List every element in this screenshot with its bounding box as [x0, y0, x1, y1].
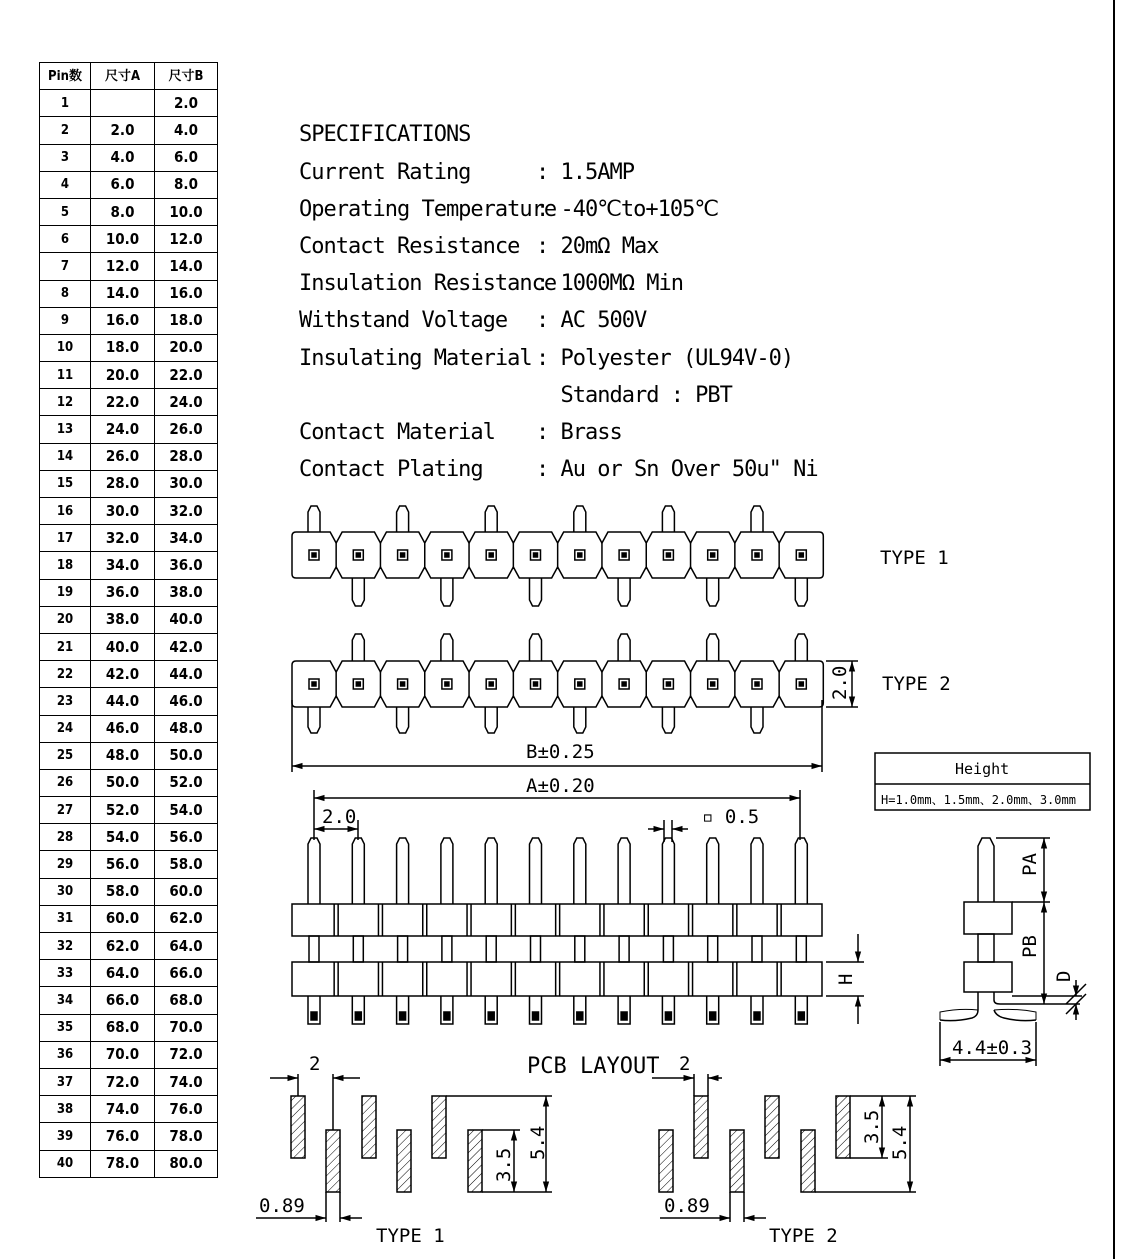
pin-count-cell: 5	[40, 198, 91, 225]
pcb-pad	[694, 1096, 708, 1158]
pin-count-cell: 34	[40, 987, 91, 1014]
pcb-type1-label: TYPE 1	[376, 1225, 445, 1247]
dim-pb-label: PB	[1019, 935, 1041, 958]
spec-label: Operating Temperature	[299, 197, 557, 222]
pin-count-cell: 15	[40, 470, 91, 497]
pin-square-center	[578, 682, 582, 686]
dimension-a-cell: 50.0	[91, 769, 155, 796]
spec-value: : 20mΩ Max	[536, 234, 659, 259]
dimension-b-cell: 58.0	[155, 851, 218, 878]
pin-count-cell: 29	[40, 851, 91, 878]
pin-tail	[352, 578, 364, 606]
header-pin-count: Pin数	[40, 63, 91, 90]
housing-block	[292, 904, 822, 936]
pin-count-cell: 28	[40, 824, 91, 851]
pin-square-center	[666, 682, 670, 686]
dimension-a-cell: 8.0	[91, 198, 155, 225]
spec-value: : Polyester (UL94V-0)	[536, 346, 794, 371]
pin-tail	[751, 838, 763, 904]
dimension-a-cell: 30.0	[91, 498, 155, 525]
pcb-title: PCB LAYOUT	[527, 1054, 660, 1079]
pin-tip	[798, 1012, 804, 1020]
pin-tail	[662, 707, 674, 733]
dimension-a-cell: 14.0	[91, 280, 155, 307]
pin-tail	[441, 838, 453, 904]
spec-value: : -40℃to+105℃	[536, 197, 719, 222]
dimension-b-cell: 40.0	[155, 606, 218, 633]
dimension-b-cell: 20.0	[155, 334, 218, 361]
pin-tip	[311, 1012, 317, 1020]
pin-tail	[618, 838, 630, 904]
dimension-b-cell: 36.0	[155, 552, 218, 579]
type2-label: TYPE 2	[882, 673, 951, 695]
spec-value: : Au or Sn Over 50u" Ni	[536, 457, 818, 482]
pin-count-cell: 7	[40, 253, 91, 280]
dimension-b-cell: 46.0	[155, 688, 218, 715]
pin-tail	[618, 634, 630, 661]
pin-square-center	[711, 553, 715, 557]
pin-tip	[355, 1012, 361, 1020]
dimension-a-cell: 74.0	[91, 1096, 155, 1123]
pin-count-cell: 35	[40, 1014, 91, 1041]
pin-tail	[308, 506, 320, 532]
pcb-pad	[326, 1130, 340, 1192]
dimension-b-cell: 14.0	[155, 253, 218, 280]
pin-tail	[751, 707, 763, 733]
height-title: Height	[955, 760, 1010, 778]
height-values: H=1.0mm、1.5mm、2.0mm、3.0mm	[881, 793, 1076, 807]
pin-tail	[441, 634, 453, 661]
pin-tail	[795, 838, 807, 904]
pin-between	[309, 936, 319, 962]
side-housing-top	[964, 902, 1012, 934]
pcb-pad	[765, 1096, 779, 1158]
pin-tail	[707, 634, 719, 661]
dimension-b-cell: 8.0	[155, 171, 218, 198]
pin-tail	[485, 707, 497, 733]
pin-count-cell: 2	[40, 117, 91, 144]
dimension-b-cell: 64.0	[155, 933, 218, 960]
pin-square-center	[401, 553, 405, 557]
dimension-a-cell: 4.0	[91, 144, 155, 171]
pin-tail	[352, 838, 364, 904]
pin-tail	[530, 634, 542, 661]
pin-between	[796, 936, 806, 962]
dimension-a-cell: 68.0	[91, 1014, 155, 1041]
dimension-a-cell: 72.0	[91, 1068, 155, 1095]
pin-tail	[397, 838, 409, 904]
pcb-pad	[659, 1130, 673, 1192]
pin-tip	[710, 1012, 716, 1020]
pin-square-center	[312, 682, 316, 686]
type1-top-view	[292, 506, 823, 606]
pin-tail	[574, 707, 586, 733]
dimension-a-cell: 18.0	[91, 334, 155, 361]
dimension-b-cell: 12.0	[155, 226, 218, 253]
dimension-a-cell: 42.0	[91, 661, 155, 688]
dimension-a-cell: 34.0	[91, 552, 155, 579]
dimension-a-cell: 60.0	[91, 905, 155, 932]
pin-count-cell: 20	[40, 606, 91, 633]
pin-count-cell: 40	[40, 1150, 91, 1177]
dimension-b-cell: 2.0	[155, 90, 218, 117]
spec-label: Contact Resistance	[299, 234, 520, 259]
pin-count-cell: 32	[40, 933, 91, 960]
pcb-pad	[362, 1096, 376, 1158]
dim-width-label: 4.4±0.3	[952, 1037, 1033, 1059]
pin-tail	[397, 506, 409, 532]
pin-tail	[397, 707, 409, 733]
pin-square-center	[666, 553, 670, 557]
pin-count-cell: 26	[40, 769, 91, 796]
dimension-b-cell: 30.0	[155, 470, 218, 497]
dimension-a-cell: 2.0	[91, 117, 155, 144]
pin-count-cell: 12	[40, 389, 91, 416]
dimension-b-cell: 10.0	[155, 198, 218, 225]
pcb2-pitch-label: 2	[679, 1053, 691, 1075]
pcb2-dim-3-5: 3.5	[861, 1109, 883, 1144]
pcb1-pitch-label: 2	[309, 1053, 321, 1075]
pin-count-cell: 37	[40, 1068, 91, 1095]
side-pin-top	[978, 838, 994, 902]
dimension-b-cell: 44.0	[155, 661, 218, 688]
spec-label: Insulation Resistance	[299, 271, 557, 296]
dimension-b-cell: 6.0	[155, 144, 218, 171]
spec-label: Current Rating	[299, 160, 471, 185]
dimension-b-cell: 56.0	[155, 824, 218, 851]
pin-square-center	[356, 682, 360, 686]
pin-count-cell: 1	[40, 90, 91, 117]
spec-label: Contact Material	[299, 420, 495, 445]
dimension-b-cell: 66.0	[155, 960, 218, 987]
dimension-b-cell: 54.0	[155, 797, 218, 824]
pin-count-cell: 18	[40, 552, 91, 579]
pin-square-center	[401, 682, 405, 686]
pin-count-cell: 36	[40, 1041, 91, 1068]
dimension-a-cell: 52.0	[91, 797, 155, 824]
pin-count-cell: 10	[40, 334, 91, 361]
dimension-b-cell: 24.0	[155, 389, 218, 416]
front-view	[292, 790, 864, 1024]
dim-pa-label: PA	[1019, 853, 1041, 876]
pcb-pad	[397, 1130, 411, 1192]
dimension-a-cell: 48.0	[91, 742, 155, 769]
dimension-a-cell: 10.0	[91, 226, 155, 253]
dimension-a-cell: 36.0	[91, 579, 155, 606]
pin-square-center	[489, 682, 493, 686]
spec-label: Contact Plating	[299, 457, 483, 482]
pin-count-cell: 9	[40, 307, 91, 334]
dimension-b-cell: 34.0	[155, 525, 218, 552]
header-dimension-b: 尺寸B	[155, 63, 218, 90]
dimension-b-cell: 26.0	[155, 416, 218, 443]
pin-count-cell: 22	[40, 661, 91, 688]
spec-label: Withstand Voltage	[299, 308, 508, 333]
dimension-a-cell: 40.0	[91, 633, 155, 660]
dim-square-label: ▫ 0.5	[702, 806, 760, 828]
pin-tip	[577, 1012, 583, 1020]
pin-count-cell: 3	[40, 144, 91, 171]
pin-square-center	[755, 682, 759, 686]
pin-count-cell: 23	[40, 688, 91, 715]
dimension-b-cell: 4.0	[155, 117, 218, 144]
type1-label: TYPE 1	[880, 547, 949, 569]
dimension-a-cell: 20.0	[91, 362, 155, 389]
pin-square-center	[799, 553, 803, 557]
dim-a-label: A±0.20	[526, 775, 595, 797]
dimension-b-cell: 80.0	[155, 1150, 218, 1177]
pin-tail	[662, 838, 674, 904]
spec-label: Insulating Material	[299, 346, 532, 371]
pin-tail	[485, 838, 497, 904]
dimension-a-cell: 78.0	[91, 1150, 155, 1177]
pin-count-cell: 31	[40, 905, 91, 932]
pin-tail	[707, 838, 719, 904]
pin-square-center	[356, 553, 360, 557]
pcb-type2-label: TYPE 2	[769, 1225, 838, 1247]
dim-h-label: H	[835, 973, 857, 985]
dimension-b-cell: 78.0	[155, 1123, 218, 1150]
pin-square-center	[534, 682, 538, 686]
spec-value: : 1000MΩ Min	[536, 271, 683, 296]
pin-square-center	[445, 553, 449, 557]
pin-count-cell: 33	[40, 960, 91, 987]
dimension-a-cell: 56.0	[91, 851, 155, 878]
dimension-a-cell: 26.0	[91, 443, 155, 470]
dimension-a-cell: 46.0	[91, 715, 155, 742]
dim-d-label: D	[1053, 970, 1075, 982]
pin-tail	[795, 578, 807, 606]
pin-between	[663, 936, 673, 962]
pin-tail	[707, 578, 719, 606]
dimension-a-cell: 54.0	[91, 824, 155, 851]
pin-square-center	[578, 553, 582, 557]
pin-tip	[533, 1012, 539, 1020]
pcb-pad	[291, 1096, 305, 1158]
pin-tip	[444, 1012, 450, 1020]
pin-between	[353, 936, 363, 962]
dimension-b-cell: 76.0	[155, 1096, 218, 1123]
pin-square-center	[445, 682, 449, 686]
pcb-layout	[256, 1074, 916, 1222]
pin-between	[708, 936, 718, 962]
dimension-b-cell: 16.0	[155, 280, 218, 307]
pin-count-cell: 11	[40, 362, 91, 389]
pin-tail	[441, 578, 453, 606]
dimension-b-cell: 74.0	[155, 1068, 218, 1095]
dimension-a-cell: 58.0	[91, 878, 155, 905]
specs-title: SPECIFICATIONS	[299, 122, 471, 147]
pin-count-cell: 30	[40, 878, 91, 905]
pin-count-cell: 8	[40, 280, 91, 307]
pin-between	[442, 936, 452, 962]
dimension-a-cell: 28.0	[91, 470, 155, 497]
dimension-b-cell: 42.0	[155, 633, 218, 660]
dimension-b-cell: 18.0	[155, 307, 218, 334]
pin-tail	[662, 506, 674, 532]
pcb1-dim-3-5: 3.5	[493, 1147, 515, 1182]
pin-count-cell: 39	[40, 1123, 91, 1150]
pin-tail	[485, 506, 497, 532]
pcb-pad	[801, 1130, 815, 1192]
pin-count-cell: 27	[40, 797, 91, 824]
pin-count-cell: 13	[40, 416, 91, 443]
pin-tail	[574, 506, 586, 532]
pin-square-center	[799, 682, 803, 686]
pin-count-cell: 19	[40, 579, 91, 606]
pin-between	[752, 936, 762, 962]
dimension-b-cell: 22.0	[155, 362, 218, 389]
dim-pitch-label: 2.0	[322, 806, 357, 828]
dimension-a-cell: 22.0	[91, 389, 155, 416]
pin-tip	[621, 1012, 627, 1020]
pin-tip	[400, 1012, 406, 1020]
pin-tail	[574, 838, 586, 904]
pin-count-cell: 38	[40, 1096, 91, 1123]
dimension-b-cell: 50.0	[155, 742, 218, 769]
pin-count-cell: 24	[40, 715, 91, 742]
pin-count-cell: 14	[40, 443, 91, 470]
pin-between	[486, 936, 496, 962]
dimension-b-cell: 70.0	[155, 1014, 218, 1041]
dimension-a-cell: 62.0	[91, 933, 155, 960]
dimension-a-cell: 76.0	[91, 1123, 155, 1150]
spec-value: : Brass	[536, 420, 622, 445]
dimension-b-cell: 48.0	[155, 715, 218, 742]
pcb-pad	[836, 1096, 850, 1158]
dimension-b-cell: 28.0	[155, 443, 218, 470]
dimension-b-cell: 62.0	[155, 905, 218, 932]
pin-tip	[488, 1012, 494, 1020]
dimension-a-cell: 16.0	[91, 307, 155, 334]
pin-count-cell: 17	[40, 525, 91, 552]
dim-b-label: B±0.25	[526, 741, 595, 763]
dimension-b-cell: 32.0	[155, 498, 218, 525]
dimension-a-cell: 38.0	[91, 606, 155, 633]
pcb1-dim-5-4: 5.4	[527, 1125, 549, 1160]
dimension-a-cell: 66.0	[91, 987, 155, 1014]
dimension-a-cell: 44.0	[91, 688, 155, 715]
pcb-pad	[468, 1130, 482, 1192]
pcb1-pad-width-label: 0.89	[259, 1195, 305, 1217]
dimension-a-cell: 32.0	[91, 525, 155, 552]
dimension-a-cell: 12.0	[91, 253, 155, 280]
pin-square-center	[489, 553, 493, 557]
dim-2-0-vertical: 2.0	[829, 665, 851, 700]
dimension-b-cell: 52.0	[155, 769, 218, 796]
pin-tail	[530, 838, 542, 904]
pin-count-cell: 25	[40, 742, 91, 769]
pin-tail	[352, 634, 364, 661]
pcb-pad	[730, 1130, 744, 1192]
pin-tail	[751, 506, 763, 532]
pin-tail	[308, 838, 320, 904]
pin-count-cell: 6	[40, 226, 91, 253]
housing-block	[292, 962, 822, 996]
pin-count-cell: 4	[40, 171, 91, 198]
pin-square-center	[711, 682, 715, 686]
pcb-pad	[432, 1096, 446, 1158]
header-dimension-a: 尺寸A	[91, 63, 155, 90]
spec-value: Standard : PBT	[536, 383, 732, 408]
pin-square-center	[755, 553, 759, 557]
pin-tail	[618, 578, 630, 606]
pin-square-center	[534, 553, 538, 557]
pin-between	[531, 936, 541, 962]
pin-square-center	[312, 553, 316, 557]
dimension-a-cell: 70.0	[91, 1041, 155, 1068]
spec-value: : AC 500V	[536, 308, 647, 333]
pin-count-cell: 16	[40, 498, 91, 525]
dimension-b-cell: 68.0	[155, 987, 218, 1014]
pin-tail	[308, 707, 320, 733]
pcb2-dim-5-4: 5.4	[889, 1125, 911, 1160]
pin-between	[575, 936, 585, 962]
dimension-b-cell: 72.0	[155, 1041, 218, 1068]
pcb2-pad-width-label: 0.89	[664, 1195, 710, 1217]
dimension-a-cell: 24.0	[91, 416, 155, 443]
spec-value: : 1.5AMP	[536, 160, 634, 185]
dimension-b-cell: 38.0	[155, 579, 218, 606]
pin-count-cell: 21	[40, 633, 91, 660]
dimension-a-cell: 64.0	[91, 960, 155, 987]
pin-tail	[530, 578, 542, 606]
pin-square-center	[622, 682, 626, 686]
side-housing-bottom	[964, 962, 1012, 992]
dimension-b-cell: 60.0	[155, 878, 218, 905]
side-pin-middle	[978, 934, 994, 962]
pin-between	[398, 936, 408, 962]
pin-square-center	[622, 553, 626, 557]
side-pin-foot	[940, 1009, 1036, 1020]
pin-tip	[665, 1012, 671, 1020]
pin-tail	[795, 634, 807, 661]
pin-tip	[754, 1012, 760, 1020]
pin-between	[619, 936, 629, 962]
dimension-a-cell: 6.0	[91, 171, 155, 198]
